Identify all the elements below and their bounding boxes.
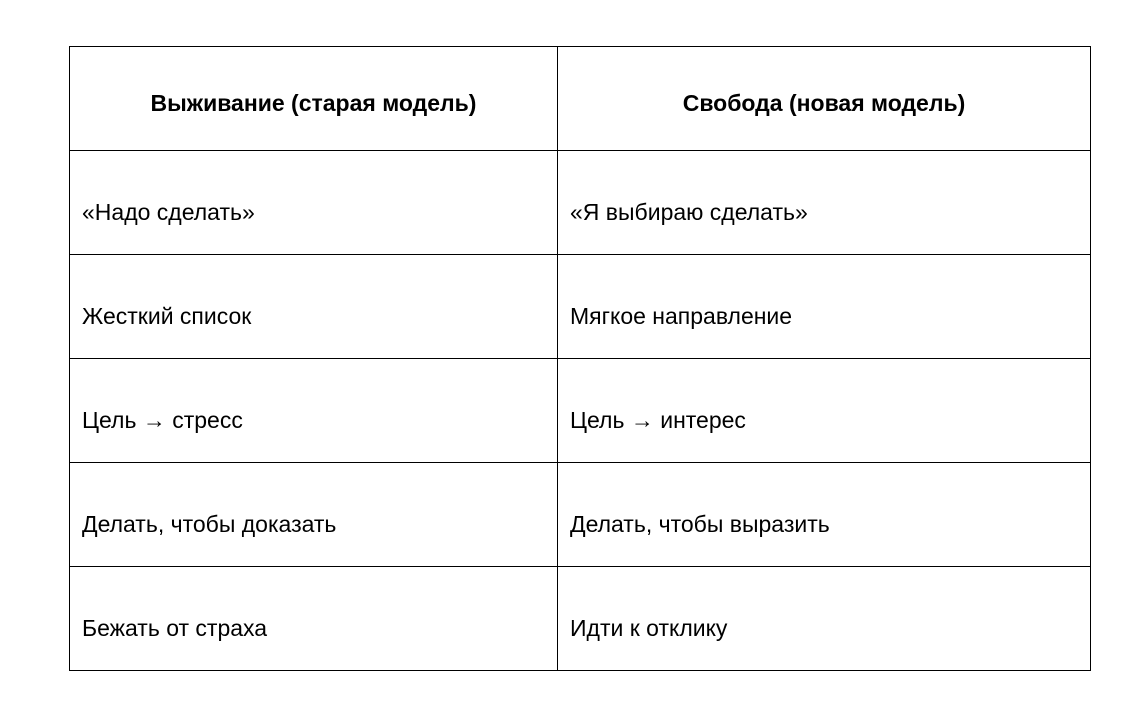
table-row (70, 151, 1091, 255)
table-cell-old: «Надо сделать» (70, 151, 558, 255)
comparison-table-wrapper (69, 46, 1090, 671)
table-cell-new: Цель → интерес (558, 359, 1091, 463)
table-cell-old: Бежать от страха (70, 567, 558, 671)
table-cell-new: Идти к отклику (558, 567, 1091, 671)
column-header-old-model: Выживание (старая модель) (70, 47, 558, 151)
table-cell-new: Мягкое направление (558, 255, 1091, 359)
table-cell-old: Жесткий список (70, 255, 558, 359)
table-cell-new: Делать, чтобы выразить (558, 463, 1091, 567)
table-cell-new: «Я выбираю сделать» (558, 151, 1091, 255)
table-row (70, 567, 1091, 671)
table-row (70, 463, 1091, 567)
comparison-table (69, 46, 1091, 671)
table-header-row (70, 47, 1091, 151)
column-header-new-model: Свобода (новая модель) (558, 47, 1091, 151)
table-row (70, 359, 1091, 463)
table-cell-old: Цель → стресс (70, 359, 558, 463)
table-cell-old: Делать, чтобы доказать (70, 463, 558, 567)
table-row (70, 255, 1091, 359)
